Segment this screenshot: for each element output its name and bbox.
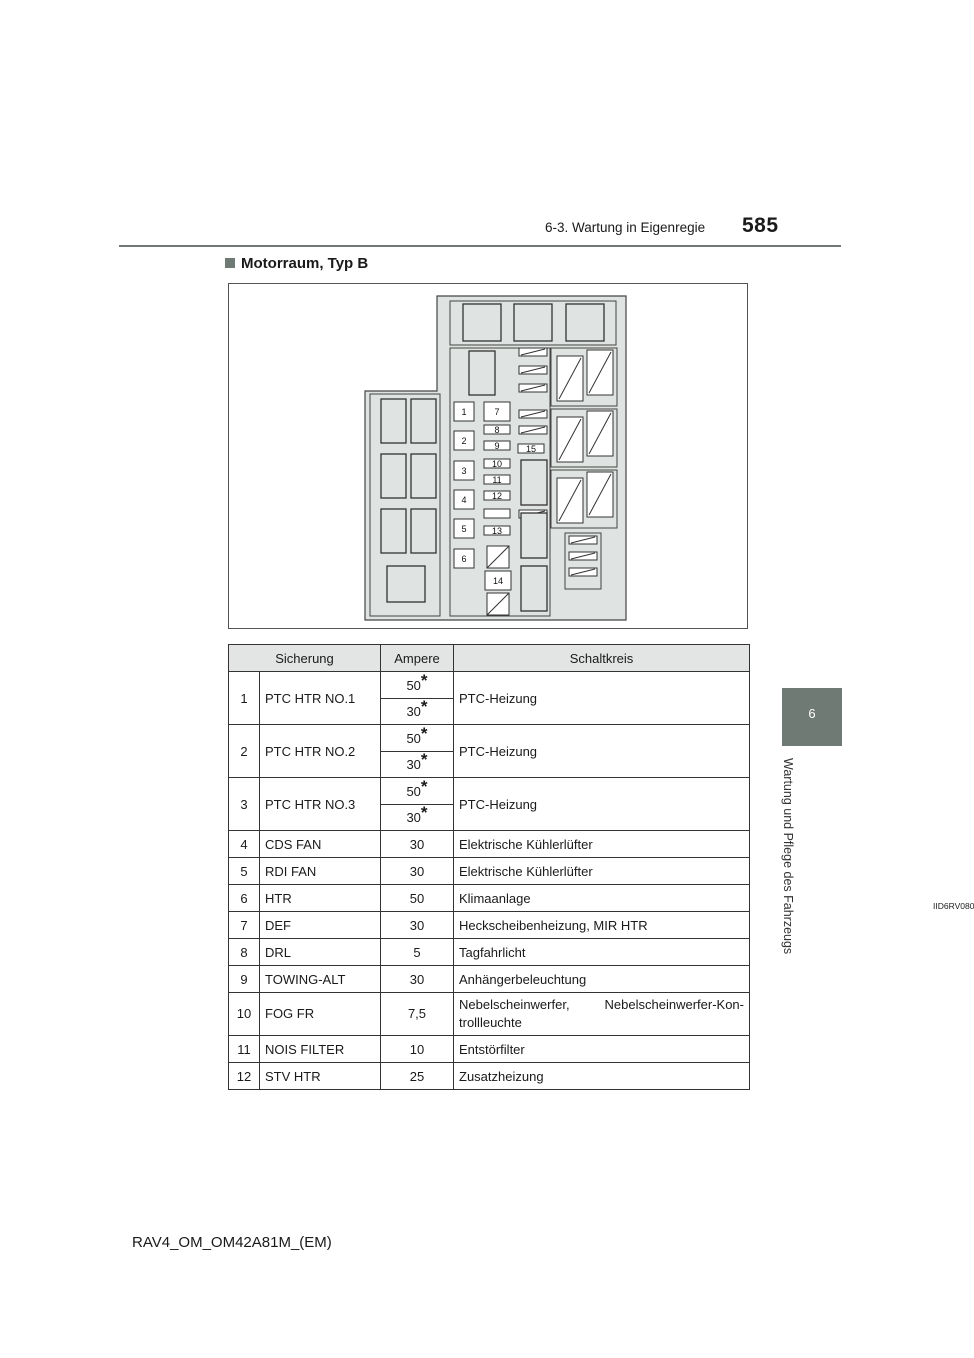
chapter-number: 6 <box>808 706 816 721</box>
fuse-number: 8 <box>229 939 260 966</box>
table-row <box>229 912 750 939</box>
fuse-circuit: Tagfahrlicht <box>454 939 750 966</box>
fuse-name: CDS FAN <box>260 831 381 858</box>
column-header-fuse: Sicherung <box>229 645 381 672</box>
fuse-number: 7 <box>229 912 260 939</box>
fuse-ampere: 30* <box>381 699 454 725</box>
table-row <box>229 1063 750 1090</box>
table-row <box>229 672 750 699</box>
fuse-circuit: Elektrische Kühlerlüfter <box>454 831 750 858</box>
section-title-text: Motorraum, Typ B <box>241 255 369 272</box>
fuse-label: 10 <box>491 459 503 469</box>
fuse-circuit: PTC-Heizung <box>454 672 750 725</box>
fuse-name: FOG FR <box>260 993 381 1036</box>
fuse-label: 5 <box>461 524 467 534</box>
table-row <box>229 725 750 752</box>
fuse-label: 14 <box>492 576 504 586</box>
fuse-name: STV HTR <box>260 1063 381 1090</box>
fuse-label: 11 <box>492 475 502 485</box>
footer-manual-code: RAV4_OM_OM42A81M_(EM) <box>132 1234 332 1251</box>
fuse-ampere: 7,5 <box>381 993 454 1036</box>
fuse-number: 12 <box>229 1063 260 1090</box>
table-row <box>229 885 750 912</box>
footnote-star: * <box>420 670 428 690</box>
fuse-ampere: 30 <box>381 912 454 939</box>
table-row <box>229 1036 750 1063</box>
table-row <box>229 993 750 1036</box>
fuse-number: 9 <box>229 966 260 993</box>
fuse-label: 12 <box>491 491 503 501</box>
fuse-ampere: 50* <box>381 672 454 699</box>
fuse-ampere: 30* <box>381 805 454 831</box>
fuse-circuit: PTC-Heizung <box>454 778 750 831</box>
column-header-ampere: Ampere <box>381 645 454 672</box>
fuse-ampere: 50* <box>381 725 454 752</box>
fuse-label: 6 <box>461 554 467 564</box>
fuse-label: 8 <box>494 425 500 435</box>
fuse-name: HTR <box>260 885 381 912</box>
footnote-star: * <box>420 803 428 822</box>
fuse-label: 3 <box>461 466 467 476</box>
column-header-circuit: Schaltkreis <box>454 645 750 672</box>
fuse-number: 6 <box>229 885 260 912</box>
fuse-ampere: 30 <box>381 966 454 993</box>
fuse-circuit: Zusatzheizung <box>454 1063 750 1090</box>
fuse-number: 10 <box>229 993 260 1036</box>
footnote-star: * <box>420 697 428 716</box>
fuse-ampere: 25 <box>381 1063 454 1090</box>
fuse-circuit: Heckscheibenheizung, MIR HTR <box>454 912 750 939</box>
fuse-table <box>228 644 750 1090</box>
fuse-name: PTC HTR NO.1 <box>260 672 381 725</box>
fuse-circuit: PTC-Heizung <box>454 725 750 778</box>
table-row <box>229 858 750 885</box>
fuse-circuit: Klimaanlage <box>454 885 750 912</box>
fuse-label: 4 <box>461 495 467 505</box>
chapter-tab <box>782 688 842 746</box>
fuse-number: 5 <box>229 858 260 885</box>
fuse-ampere: 30 <box>381 858 454 885</box>
table-row <box>229 831 750 858</box>
fuse-name: DRL <box>260 939 381 966</box>
fuse-label: 13 <box>491 526 503 536</box>
fuse-circuit: Elektrische Kühlerlüfter <box>454 858 750 885</box>
fuse-label: 1 <box>461 407 467 417</box>
fuse-name: TOWING-ALT <box>260 966 381 993</box>
table-row <box>229 966 750 993</box>
fuse-ampere: 10 <box>381 1036 454 1063</box>
table-row <box>229 778 750 805</box>
footnote-star: * <box>420 776 428 796</box>
chapter-side-text: Wartung und Pflege des Fahrzeugs <box>781 758 795 955</box>
table-row <box>229 939 750 966</box>
footnote-star: * <box>420 750 428 769</box>
diagram-code: IID6RV080 <box>933 901 974 911</box>
square-bullet-icon <box>225 258 235 268</box>
header-section-title: 6-3. Wartung in Eigenregie <box>545 220 706 235</box>
fuse-circuit: Entstörfilter <box>454 1036 750 1063</box>
fuse-label: 7 <box>494 407 500 417</box>
fuse-ampere: 50* <box>381 778 454 805</box>
fuse-name: RDI FAN <box>260 858 381 885</box>
fuse-number: 4 <box>229 831 260 858</box>
table-header-row <box>229 645 750 672</box>
fuse-name: DEF <box>260 912 381 939</box>
page-number: 585 <box>742 214 779 237</box>
fuse-name: PTC HTR NO.2 <box>260 725 381 778</box>
footnote-star: * <box>420 723 428 743</box>
fuse-name: NOIS FILTER <box>260 1036 381 1063</box>
fuse-number: 2 <box>229 725 260 778</box>
fuse-label: 9 <box>494 441 500 451</box>
section-title <box>225 255 368 272</box>
fuse-label: 15 <box>525 444 537 454</box>
fuse-box-drawing <box>229 284 749 630</box>
fuse-ampere: 30 <box>381 831 454 858</box>
fuse-ampere: 50 <box>381 885 454 912</box>
fuse-ampere: 30* <box>381 752 454 778</box>
fuse-label: 2 <box>461 436 467 446</box>
fuse-circuit: Nebelscheinwerfer, Nebelscheinwerfer-Kon-trollleuchte <box>454 993 750 1036</box>
header-divider <box>119 245 841 247</box>
fuse-number: 1 <box>229 672 260 725</box>
chapter-side-label <box>781 758 803 963</box>
fuse-number: 11 <box>229 1036 260 1063</box>
fuse-circuit: Anhängerbeleuchtung <box>454 966 750 993</box>
fuse-ampere: 5 <box>381 939 454 966</box>
fuse-number: 3 <box>229 778 260 831</box>
fuse-name: PTC HTR NO.3 <box>260 778 381 831</box>
